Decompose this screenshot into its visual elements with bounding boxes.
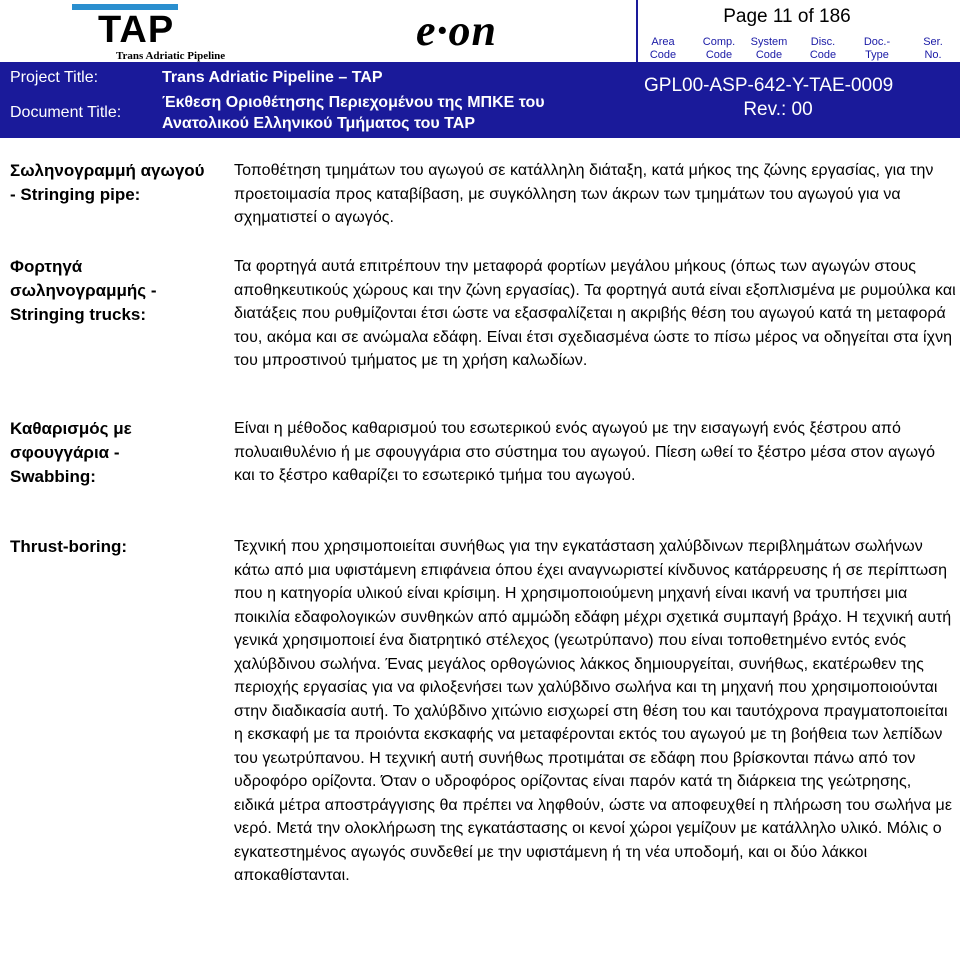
code-label: Disc. [810,36,836,48]
tap-logo [72,4,250,62]
project-title-label: Project Title: [10,69,99,86]
code-serno [909,36,957,62]
code-doctype [853,36,901,62]
definition-stringing-pipe: Τοποθέτηση τμημάτων του αγωγού σε κατάλληλη διάταξη, κατά μήκος της ζώνης εργασίας, για την προετοιμασία προς καταβίβαση, με συγκόλληση των άκρων των τμημάτων του αγωγού για να σχηματιστεί ο αγωγός. [234,162,934,226]
term-swabbing: Καθαρισμός με σφουγγάρια - Swabbing: [10,419,132,486]
tap-logo-subtitle: Trans Adriatic Pipeline [116,50,226,62]
header-top [0,0,960,64]
tap-logo-word: TAP [98,9,175,51]
code-label: Ser. [923,36,943,48]
revision: Rev.: 00 [743,99,813,120]
code-comp [695,36,743,62]
code-label: Comp. [702,36,736,48]
code-label: Code [755,49,783,61]
code-label: No. [924,49,942,61]
code-area [639,36,687,62]
definition-stringing-trucks: Τα φορτηγά αυτά επιτρέπουν την μεταφορά φορτίων μεγάλου μήκους (όπως των αγωγών στους αποθηκευτικούς χώρους και την ζώνη εργασίας). Τα φορτηγά αυτά είναι εξοπλισμένα με ρυμούλκα και διατάξεις που ρυθμίζονται έτσι ώστε να εξασφαλίζεται η ακριβής θέση του αγωγού κατά τη μεταφορά του, ακόμα και σε ανώμαλα εδάφη. Είναι έτσι σχεδιασμένα ώστε το πίσω μέρος να οδηγείται στα ίχνη του μπροστινού τμήματος με τη χρήση καλωδίων. [234,258,956,369]
definition-swabbing: Είναι η μέθοδος καθαρισμού του εσωτερικού ενός αγωγού με την εισαγωγή ενός ξέστρου από πολυαιθυλένιο ή με σφουγγάρια στο σύστημα του αγωγού. Πίεση ωθεί το ξέστρο μέσα στον αγωγό και το ξέστρο καθαρίζει το εσωτερικό τμήμα του αγωγού. [234,420,936,484]
definition-thrust-boring: Τεχνική που χρησιμοποιείται συνήθως για την εγκατάσταση χαλύβδινων περιβλημάτων σωλήνων κάτω από μια υφιστάμενη επιφάνεια όπου έχει αναγνωριστεί κίνδυνος κατάρρευσης ή σε περίπτωση που η κατηγορία υλικού είναι κρίσιμη. Η χρησιμοποιούμενη μηχανή είναι ικανή να τρυπήσει μια ποικιλία εδαφολογικών συνθηκών από αμμώδη εδάφη μέχρι σχετικά συμπαγή βράχο. Η τεχνική αυτή γενικά χρησιμοποιεί ένα διατρητικό στέλεχος (γεωτρύπανο) που είναι τοποθετημένο εντός ενός χαλύβδινου σωλήνα. Ένας μεγάλος ορθογώνιος λάκκος δημιουργείται, συνήθως, εκατέρωθεν της περιοχής εργασίας για να φιλοξενήσει των χαλύβδινο σωλήνα και τη μηχανή που χρησιμοποιούνται στην διαδικασία αυτή. Το χαλύβδινο χιτώνιο εισχωρεί στη θέση του και ταυτόχρονα πραγματοποιείται η εκσκαφή με τα προιόντα εκσκαφής να μεταφέρονται εκτός του αγωγού με τη βοήθεια των λεπίδων του γεωτρύπανου. Η τεχνική αυτή συνήθως προτιμάται σε εδάφη που βρίσκονται πάνω από τον υδροφόρο ορίζοντα. Όταν ο υδροφόρος ορίζοντας είναι παρόν κατά τη διάρκεια της γεώτρησης, ειδικά μέτρα αποστράγγισης θα πρέπει να ληφθούν, ώστε να αποφευχθεί η πλήρωση του σωλήνα με νερό. Μετά την ολοκλήρωση της εγκατάστασης οι κενοί χώροι γεμίζουν με κατάλληλο υλικό. Μόλις ο εγκατεστημένος αγωγός συνδεθεί με την υφιστάμενη ή τη νέα υποδομή, και οι δύο λάκκοι αποκαθίστανται. [234,538,953,884]
document-title-line1: Έκθεση Οριοθέτησης Περιεχομένου της ΜΠΚΕ του [162,94,545,111]
code-label: Type [865,49,889,61]
term-thrust-boring: Thrust-boring: [10,537,128,556]
code-system [745,36,793,62]
document-number: GPL00-ASP-642-Y-TAE-0009 [644,75,894,96]
code-fields [637,36,957,64]
code-label: Area [651,36,675,48]
page-number: Page 11 of 186 [723,6,851,27]
term-stringing-pipe: Σωληνογραμμή αγωγού - Stringing pipe: [10,161,205,204]
code-label: Code [649,49,677,61]
code-label: Code [705,49,733,61]
term-stringing-trucks: Φορτηγά σωληνογραμμής - Stringing trucks: [10,257,157,324]
eon-logo: e·on [416,6,497,55]
title-band [0,64,960,138]
document-title-label: Document Title: [10,104,122,121]
document-title-line2: Ανατολικού Ελληνικού Τμήματος του TAP [162,115,475,132]
code-disc [799,36,847,62]
code-label: Doc.- [863,36,891,48]
code-label: Code [809,49,837,61]
code-label: System [750,36,788,48]
project-title-value: Trans Adriatic Pipeline – TAP [162,69,383,86]
page-header [0,0,960,140]
